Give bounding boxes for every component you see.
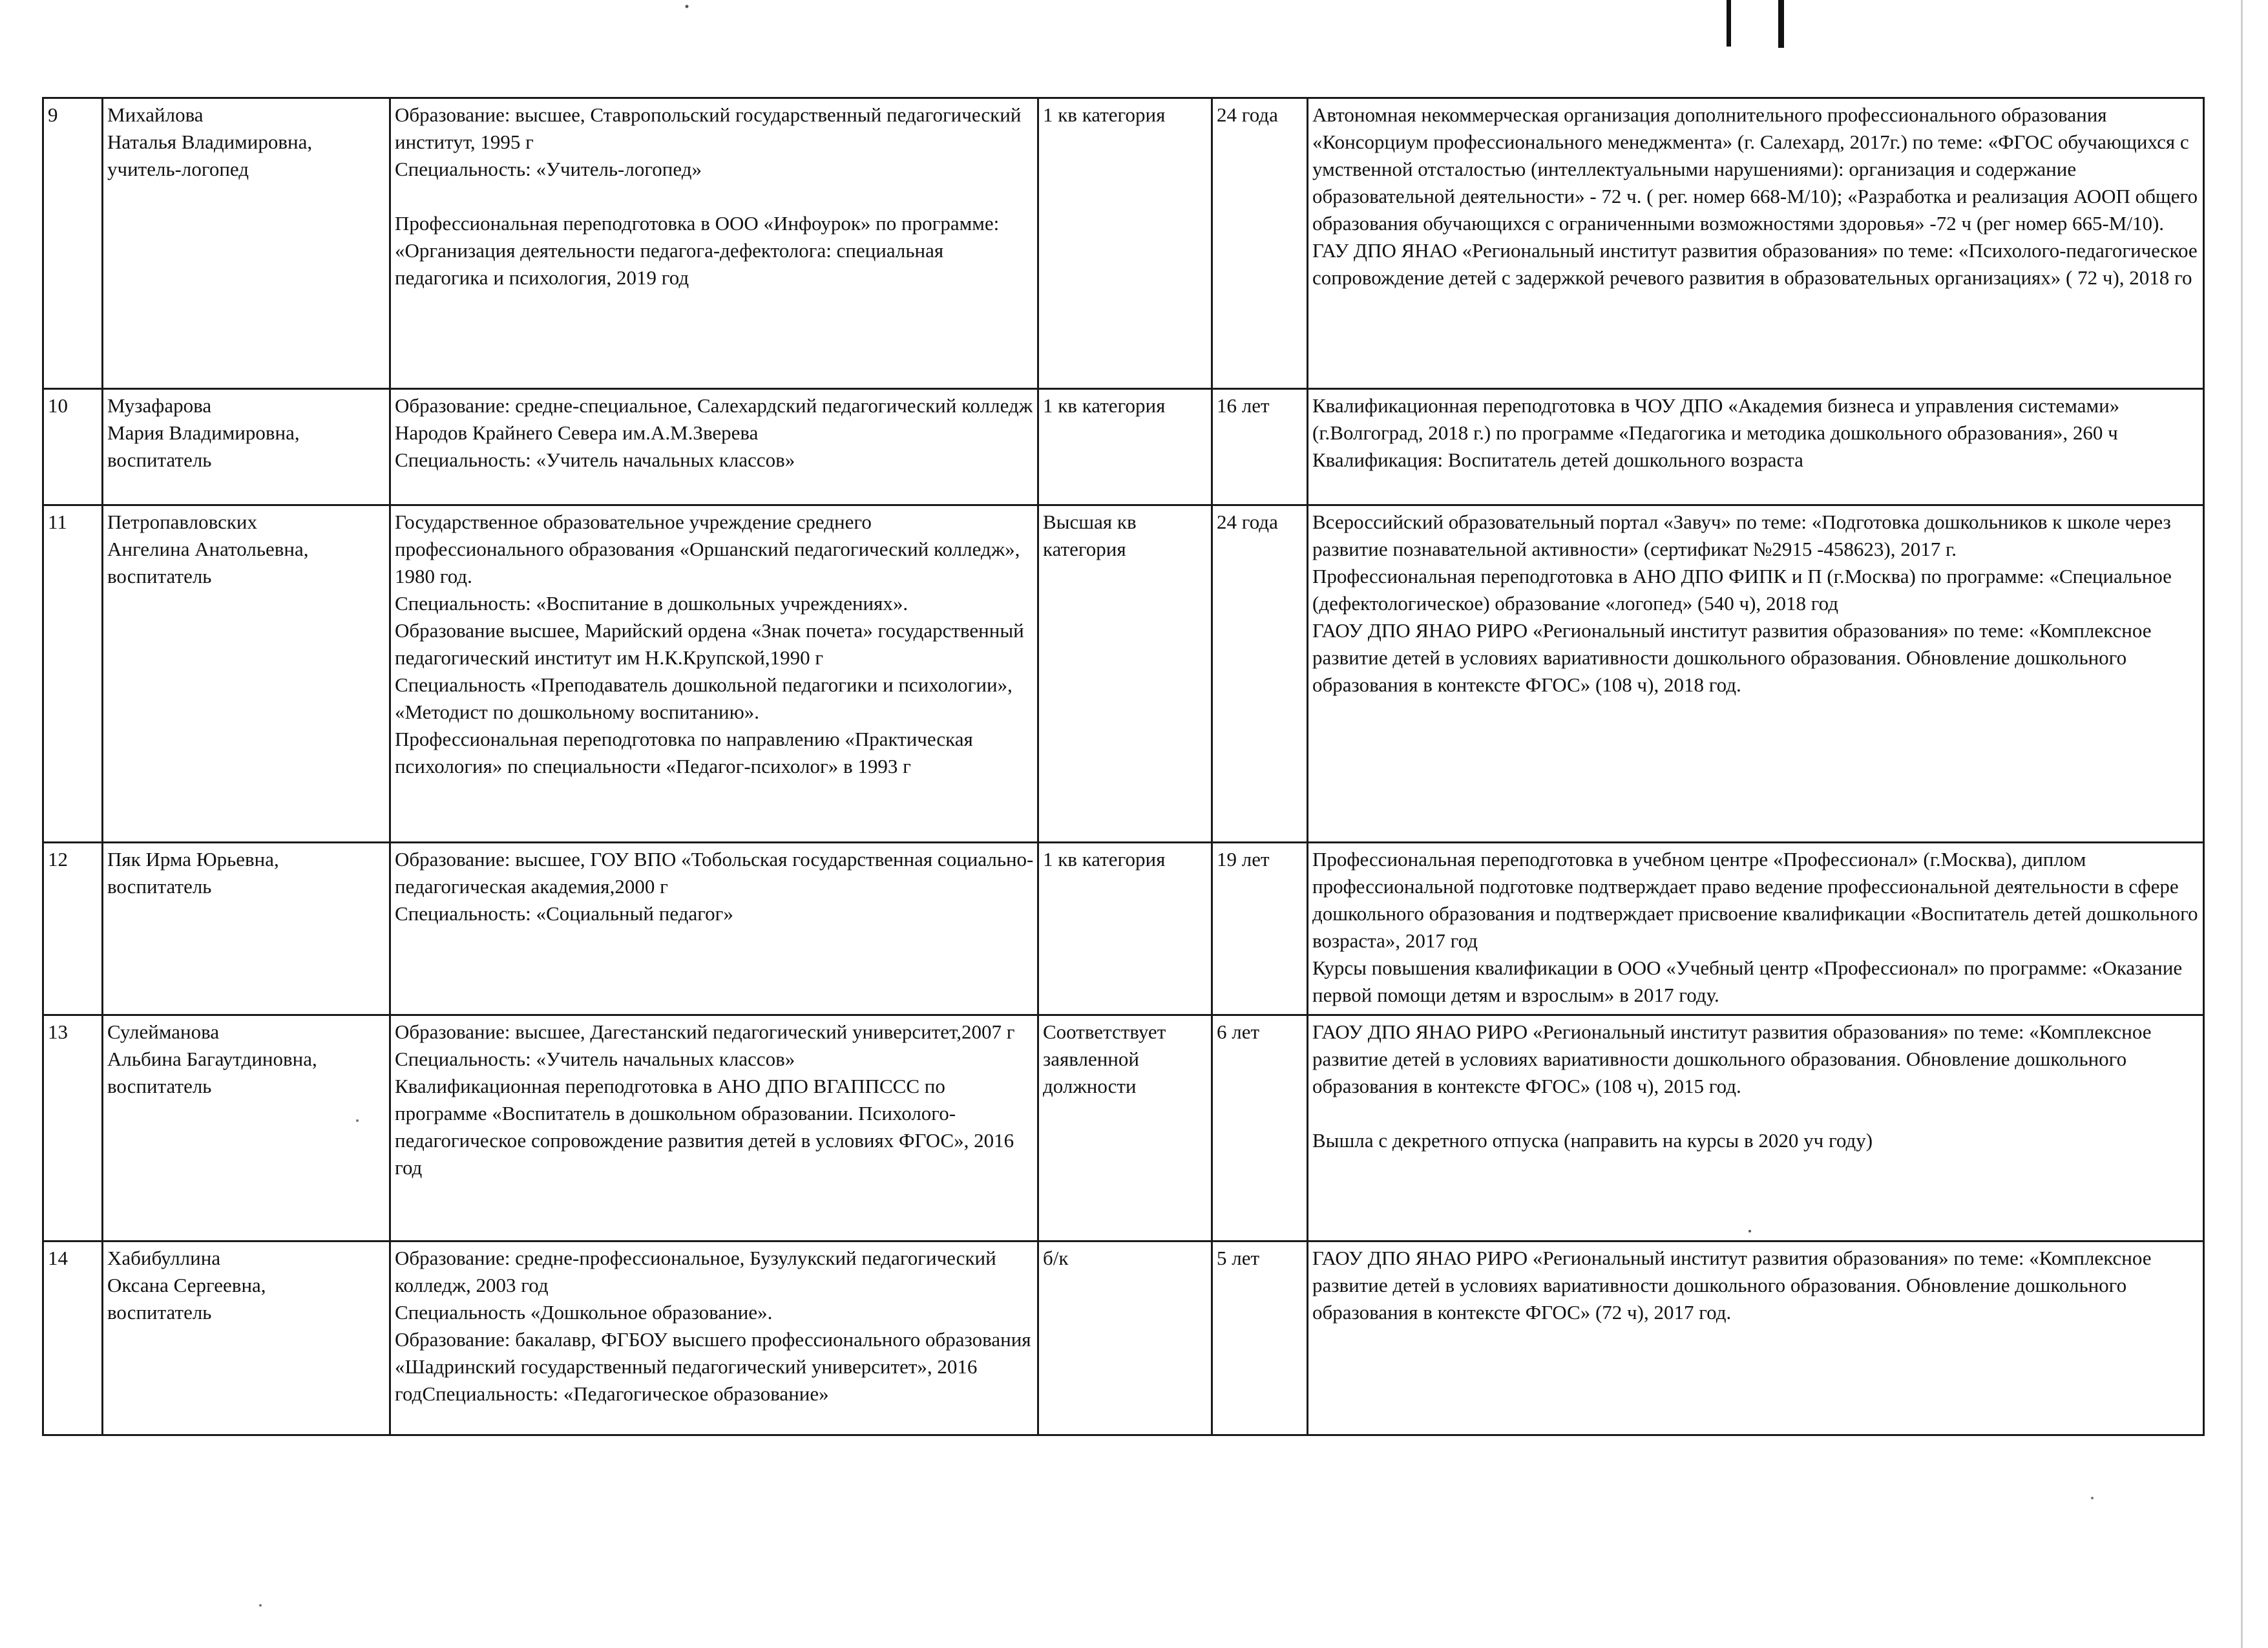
training-line: ГАОУ ДПО ЯНАО РИРО «Региональный институт развития образования» по теме: «Комплексное развитие детей в условиях вариативности дошкольного образования. Обновление дошкольного образования в контексте ФГОС» (108 ч), 2018 год. [1312,619,2152,696]
experience-cell: 24 года [1212,505,1308,843]
education-cell [390,505,1038,843]
training-line: Профессиональная переподготовка в учебном центре «Профессионал» (г.Москва), диплом профессиональной подготовке подтверждает право ведение профессиональной деятельности в сфере дошкольного образования и подтверждает присвоение квалификации «Воспитатель детей дошкольного возраста», 2017 год [1312,848,2198,952]
education-line: Образование: высшее, Ставропольский государственный педагогический институт, 1995 г [395,103,1022,153]
staff-table [42,97,2205,1436]
employee-name-cell: Сулейманова Альбина Багаутдиновна, воспитатель [103,1015,390,1241]
training-line: ГАОУ ДПО ЯНАО РИРО «Региональный институт развития образования» по теме: «Комплексное развитие детей в условиях вариативности дошкольного образования. Обновление дошкольного образования в контексте ФГОС» (72 ч), 2017 год. [1312,1247,2152,1324]
education-line: Образование: средне-профессиональное, Бузулукский педагогический колледж, 2003 год [395,1247,996,1296]
education-cell [390,389,1038,505]
training-line: Курсы повышения квалификации в ООО «Учебный центр «Профессионал» по программе: «Оказание первой помощи детям и взрослым» в 2017 году. [1312,956,2183,1006]
education-line: Образование: высшее, Дагестанский педагогический университет,2007 г [395,1020,1015,1043]
row-number-cell: 14 [43,1241,103,1435]
speck [259,1604,262,1607]
binder-mark-right [1778,0,1784,48]
education-line: Специальность: «Воспитание в дошкольных учреждениях». [395,592,908,615]
table-row [43,1015,2204,1241]
education-line: Профессиональная переподготовка в ООО «Инфоурок» по программе: «Организация деятельности педагога-дефектолога: специальная педагогика и психология, 2019 год [395,212,1000,289]
category-cell: 1 кв категория [1038,98,1212,389]
education-cell [390,1015,1038,1241]
training-line: Квалификационная переподготовка в ЧОУ ДПО «Академия бизнеса и управления системами» (г.Волгоград, 2018 г.) по программе «Педагогика и методика дошкольного образования», 260 ч [1312,394,2120,444]
paragraph-gap [395,183,1034,210]
education-line: Образование: бакалавр, ФГБОУ высшего профессионального образования «Шадринский государственный педагогический университет», 2016 годСпециальность: «Педагогическое образование» [395,1328,1031,1405]
table-row [43,98,2204,389]
training-cell [1308,505,2204,843]
training-line: Вышла с декретного отпуска (направить на курсы в 2020 уч году) [1312,1129,1873,1152]
education-line: Квалификационная переподготовка в АНО ДПО ВГАППССС по программе «Воспитатель в дошкольном образовании. Психолого-педагогическое сопровождение развития детей в условиях ФГОС», 2016 год [395,1075,1014,1179]
education-line: Образование: средне-специальное, Салехардский педагогический колледж Народов Крайнего Севера им.А.М.Зверева [395,394,1033,444]
training-cell [1308,1015,2204,1241]
binder-mark-left [1727,0,1731,47]
row-number-cell: 10 [43,389,103,505]
education-cell [390,1241,1038,1435]
training-cell [1308,843,2204,1015]
table-row [43,389,2204,505]
category-cell: б/к [1038,1241,1212,1435]
training-line: Всероссийский образовательный портал «Завуч» по теме: «Подготовка дошкольников к школе через развитие познавательной активности» (сертификат №2915 -458623), 2017 г. [1312,511,2171,560]
education-line: Специальность «Преподаватель дошкольной педагогики и психологии», «Методист по дошкольному воспитанию». [395,673,1013,723]
employee-name-cell: Пяк Ирма Юрьевна, воспитатель [103,843,390,1015]
employee-name-cell: Михайлова Наталья Владимировна, учитель-логопед [103,98,390,389]
training-cell [1308,98,2204,389]
education-cell [390,98,1038,389]
education-cell [390,843,1038,1015]
speck [2091,1497,2094,1499]
row-number-cell: 13 [43,1015,103,1241]
row-number-cell: 12 [43,843,103,1015]
training-cell [1308,1241,2204,1435]
education-line: Специальность: «Учитель-логопед» [395,158,702,180]
education-line: Профессиональная переподготовка по направлению «Практическая психология» по специальности «Педагог-психолог» в 1993 г [395,728,973,777]
training-line: ГАУ ДПО ЯНАО «Региональный институт развития образования» по теме: «Психолого-педагогическое сопровождение детей с задержкой речевого развития в образовательных организациях» ( 72 ч), 2018 го [1312,239,2198,289]
employee-name-cell: Хабибуллина Оксана Сергеевна, воспитатель [103,1241,390,1435]
training-line: Квалификация: Воспитатель детей дошкольного возраста [1312,449,1803,471]
speck [686,5,689,8]
training-line: Профессиональная переподготовка в АНО ДПО ФИПК и П (г.Москва) по программе: «Специальное (дефектологическое) образование «логопед» (540 ч), 2018 год [1312,565,2172,615]
employee-name-cell: Музафарова Мария Владимировна, воспитатель [103,389,390,505]
education-line: Специальность: «Учитель начальных классов» [395,1048,795,1070]
row-number-cell: 11 [43,505,103,843]
training-cell [1308,389,2204,505]
category-cell: 1 кв категория [1038,843,1212,1015]
experience-cell: 5 лет [1212,1241,1308,1435]
paragraph-gap [1312,1100,2200,1127]
experience-cell: 6 лет [1212,1015,1308,1241]
education-line: Образование: высшее, ГОУ ВПО «Тобольская государственная социально-педагогическая академия,2000 г [395,848,1034,898]
category-cell: 1 кв категория [1038,389,1212,505]
row-number-cell: 9 [43,98,103,389]
experience-cell: 24 года [1212,98,1308,389]
education-line: Специальность «Дошкольное образование». [395,1301,773,1324]
education-line: Специальность: «Учитель начальных классов» [395,449,795,471]
experience-cell: 16 лет [1212,389,1308,505]
table-row [43,505,2204,843]
education-line: Специальность: «Социальный педагог» [395,902,733,925]
education-line: Государственное образовательное учреждение среднего профессионального образования «Оршанский педагогический колледж», 1980 год. [395,511,1020,587]
category-cell: Соответствует заявленной должности [1038,1015,1212,1241]
employee-name-cell: Петропавловских Ангелина Анатольевна, воспитатель [103,505,390,843]
category-cell: Высшая кв категория [1038,505,1212,843]
education-line: Образование высшее, Марийский ордена «Знак почета» государственный педагогический институт им Н.К.Крупской,1990 г [395,619,1024,669]
training-line: ГАОУ ДПО ЯНАО РИРО «Региональный институт развития образования» по теме: «Комплексное развитие детей в условиях вариативности дошкольного образования. Обновление дошкольного образования в контексте ФГОС» (108 ч), 2015 год. [1312,1020,2152,1097]
training-line: Автономная некоммерческая организация дополнительного профессионального образования «Консорциум профессионального менеджмента» (г. Салехард, 2017г.) по теме: «ФГОС обучающихся с умственной отсталостью (интеллектуальными нарушениями): организация и содержание образовательной деятельности» - 72 ч. ( рег. номер 668-М/10); «Разработка и реализация АООП общего образования обучающихся с ограниченными возможностями здоровья» -72 ч (рег номер 665-М/10). [1312,103,2198,235]
table-row [43,1241,2204,1435]
right-edge-shadow [2241,0,2243,1648]
experience-cell: 19 лет [1212,843,1308,1015]
table-row [43,843,2204,1015]
